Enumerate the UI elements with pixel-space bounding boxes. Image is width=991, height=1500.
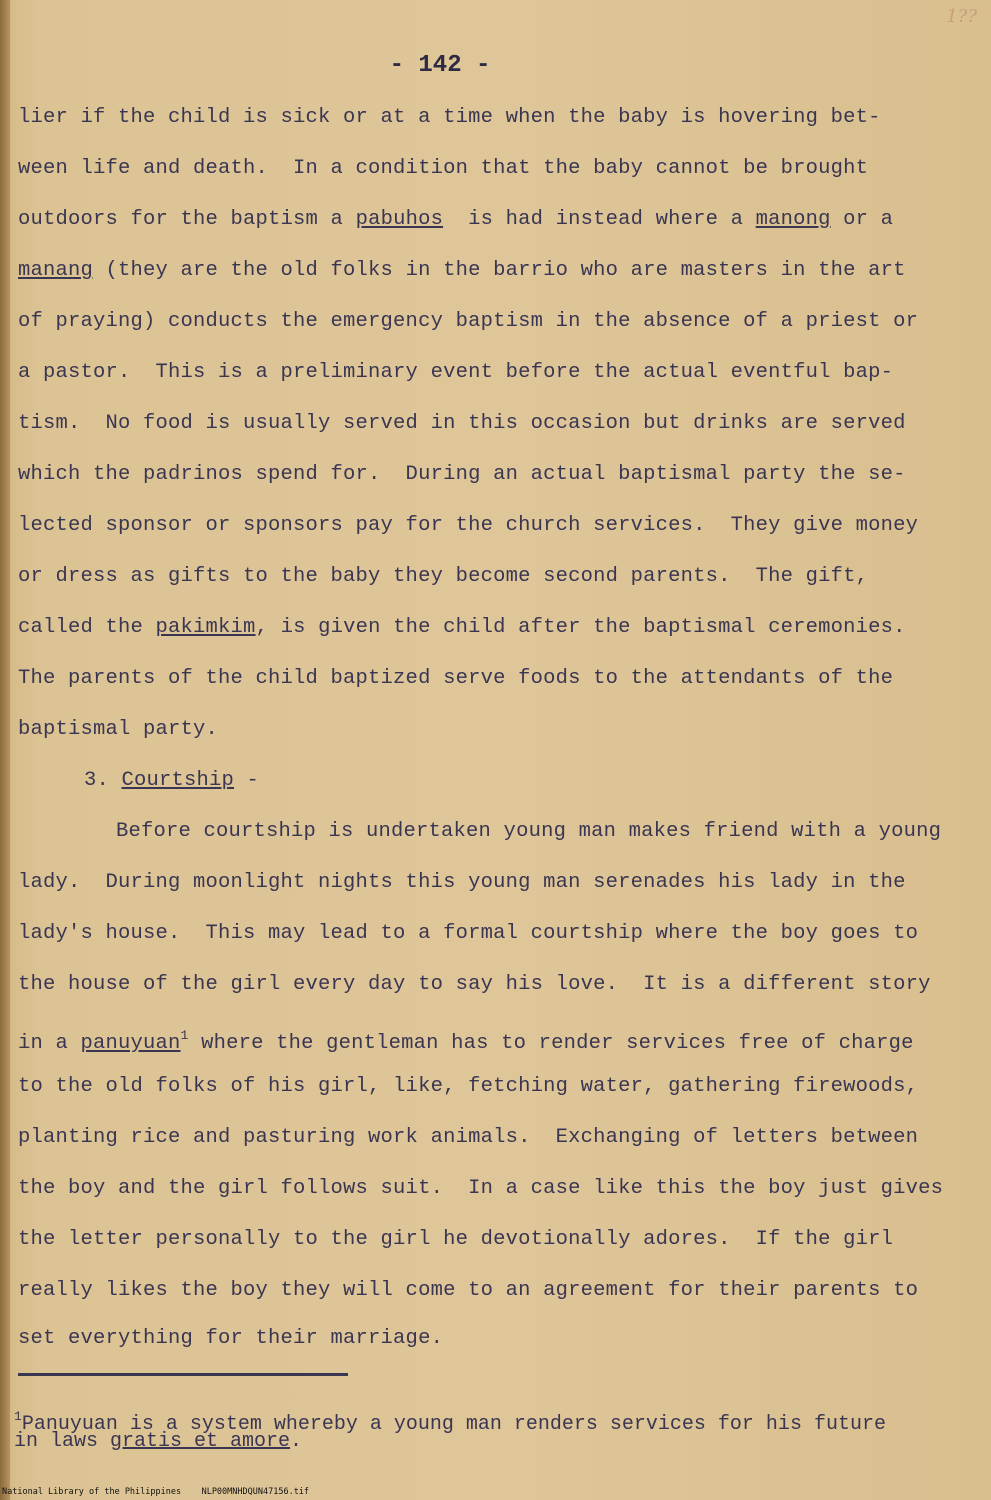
section-heading: 3. Courtship - bbox=[84, 769, 260, 792]
text-line: of praying) conducts the emergency baptism in the absence of a priest or bbox=[18, 310, 919, 333]
text-line: tism. No food is usually served in this occasion but drinks are served bbox=[18, 412, 906, 435]
footnote-rule bbox=[18, 1373, 348, 1376]
text-line: baptismal party. bbox=[18, 718, 219, 741]
text-line: in a panuyuan$^1$ where the gentleman has to render services free of charge bbox=[18, 1028, 914, 1055]
text-line: lady. During moonlight nights this young man serenades his lady in the bbox=[18, 871, 906, 894]
text-line: manang (they are the old folks in the barrio who are masters in the art bbox=[18, 259, 906, 282]
term-manang: manang bbox=[18, 259, 94, 282]
page-number: - 142 - bbox=[389, 52, 491, 79]
section-title: Courtship bbox=[121, 769, 235, 792]
text-line: set everything for their marriage. bbox=[18, 1327, 444, 1350]
footnote-line: $^1$Panuyuan is a system whereby a young man renders services for his future bbox=[14, 1409, 886, 1436]
text-line: The parents of the child baptized serve foods to the attendants of the bbox=[18, 667, 894, 690]
text-line: ween life and death. In a condition that the baby cannot be brought bbox=[18, 157, 869, 180]
binding-edge bbox=[0, 0, 10, 1500]
text-line: lected sponsor or sponsors pay for the church services. They give money bbox=[18, 514, 919, 537]
term-panuyuan: panuyuan bbox=[80, 1032, 181, 1055]
text-line: the house of the girl every day to say his love. It is a different story bbox=[18, 973, 931, 996]
text-line: outdoors for the baptism a pabuhos is had instead where a manong or a bbox=[18, 208, 894, 231]
text-line: Before courtship is undertaken young man makes friend with a young bbox=[116, 820, 942, 843]
term-manong: manong bbox=[755, 208, 831, 231]
latin-phrase: gratis et amore bbox=[110, 1430, 291, 1453]
text-line: the boy and the girl follows suit. In a case like this the boy just gives bbox=[18, 1177, 944, 1200]
text-line: lady's house. This may lead to a formal courtship where the boy goes to bbox=[18, 922, 919, 945]
text-line: called the pakimkim, is given the child after the baptismal ceremonies. bbox=[18, 616, 906, 639]
footnote-ref: 1 bbox=[180, 1028, 189, 1043]
archive-footer: National Library of the Philippines NLP00MNHDQUN47156.tif bbox=[2, 1487, 310, 1497]
text-line: a pastor. This is a preliminary event before the actual eventful bap- bbox=[18, 361, 894, 384]
text-line: to the old folks of his girl, like, fetching water, gathering firewoods, bbox=[18, 1075, 919, 1098]
text-line: the letter personally to the girl he devotionally adores. If the girl bbox=[18, 1228, 894, 1251]
text-line: which the padrinos spend for. During an actual baptismal party the se- bbox=[18, 463, 906, 486]
text-line: planting rice and pasturing work animals. Exchanging of letters between bbox=[18, 1126, 919, 1149]
term-pabuhos: pabuhos bbox=[355, 208, 444, 231]
term-pakimkim: pakimkim bbox=[155, 616, 256, 639]
text-line: lier if the child is sick or at a time when the baby is hovering bet- bbox=[18, 106, 881, 129]
text-line: or dress as gifts to the baby they become second parents. The gift, bbox=[18, 565, 869, 588]
footnote-mark: 1 bbox=[14, 1409, 22, 1424]
footnote-line: in laws gratis et amore. bbox=[14, 1430, 303, 1453]
text-line: really likes the boy they will come to an agreement for their parents to bbox=[18, 1279, 919, 1302]
corner-mark: 1?? bbox=[946, 6, 977, 27]
